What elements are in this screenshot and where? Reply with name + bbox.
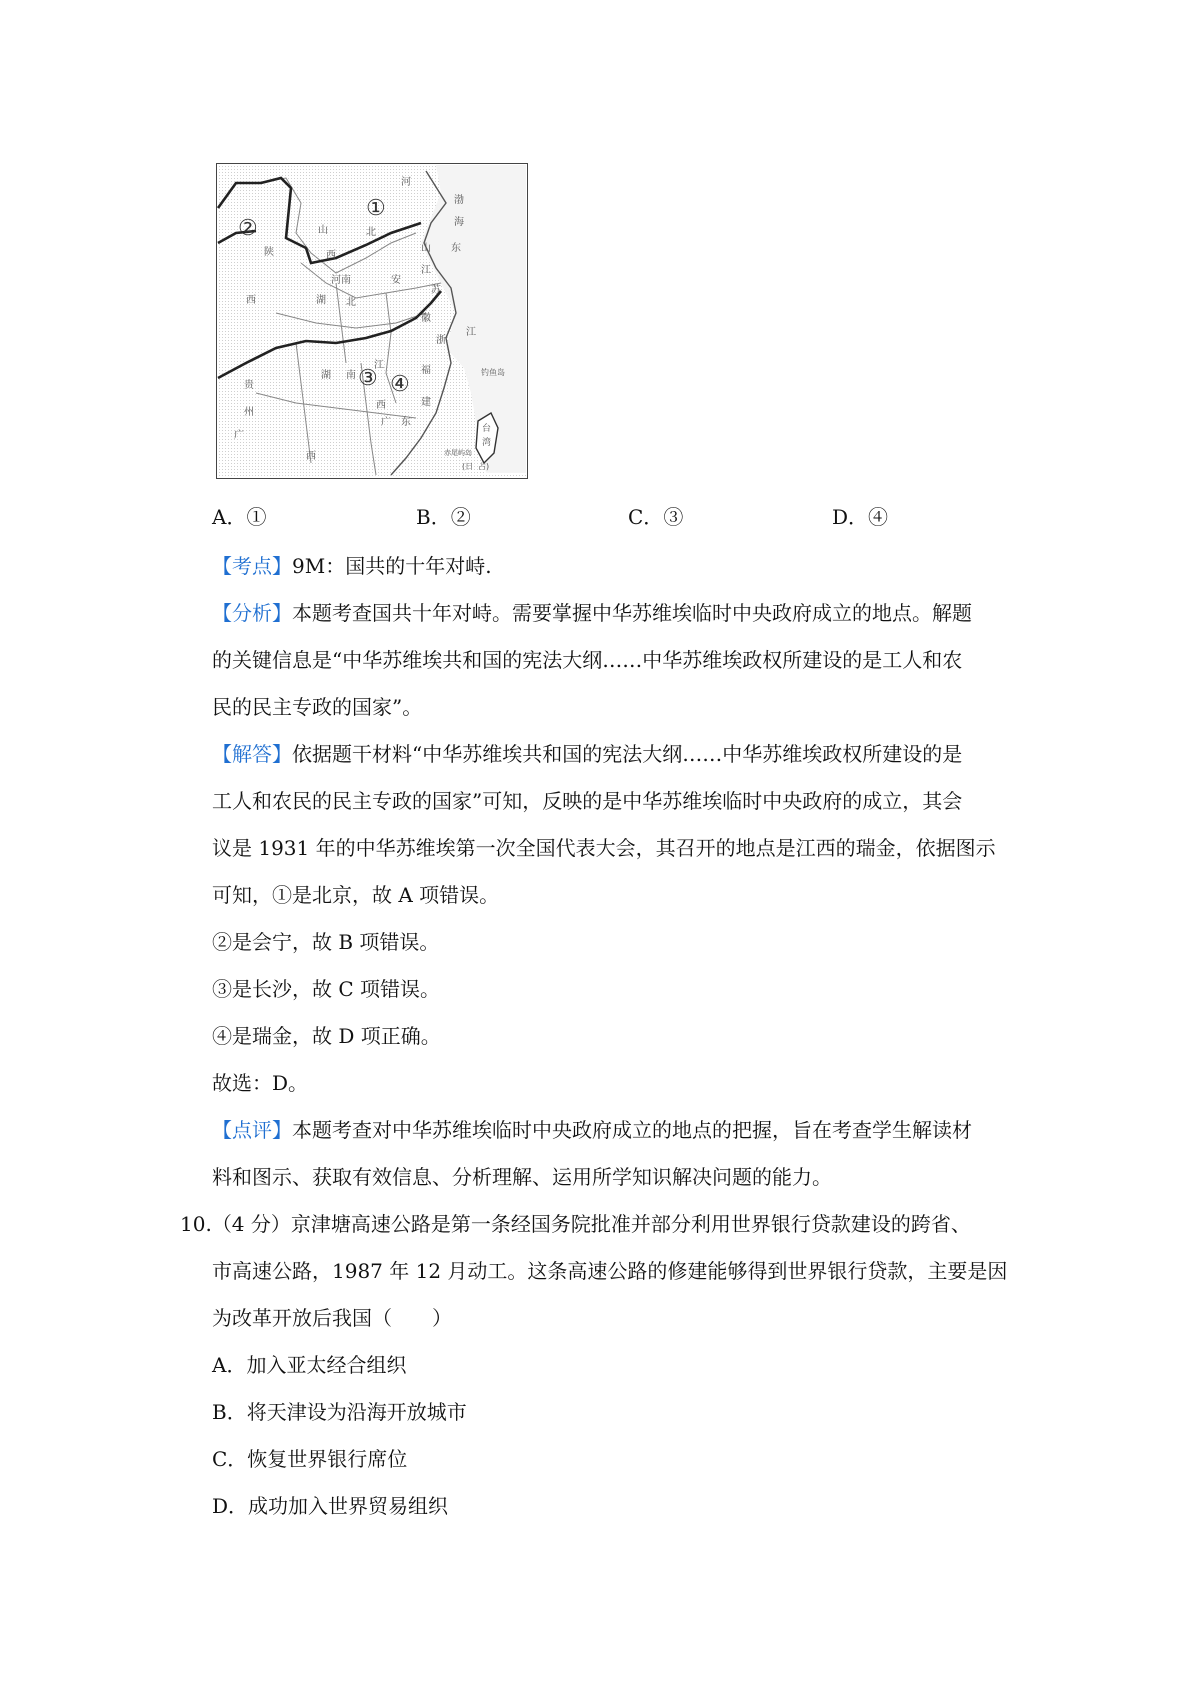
map-label: 钓鱼岛 (481, 368, 505, 377)
fenxi-text: 本题考查国共十年对峙。需要掌握中华苏维埃临时中央政府成立的地点。解题 (292, 601, 972, 625)
option-letter: D． (832, 505, 869, 529)
jieda-tag: 【解答】 (212, 742, 292, 766)
q9-option-d (832, 505, 888, 529)
map-label: 湾 (482, 438, 492, 448)
jieda-text: 依据题干材料“中华苏维埃共和国的宪法大纲……中华苏维埃政权所建设的是 (292, 742, 963, 766)
q10-option-a: A．加入亚太经合组织 (212, 1353, 407, 1377)
q10-stem-line-2: 市高速公路，1987 年 12 月动工。这条高速公路的修建能够得到世界银行贷款，主要是因 (212, 1259, 1008, 1283)
kaodian-tag: 【考点】 (212, 554, 292, 578)
dianping-line-1 (212, 1118, 972, 1142)
map-label: 南 (346, 370, 356, 381)
map-label: 赤尾屿岛 (444, 449, 472, 457)
q9-option-c (628, 505, 683, 529)
map-label: 西 (306, 451, 316, 462)
dianping-tag: 【点评】 (212, 1118, 292, 1142)
map-label: 西 (326, 250, 336, 261)
map-label: 东 (451, 243, 461, 254)
map-label: 北 (366, 227, 376, 238)
marker-1-label: ① (366, 196, 386, 221)
marker-2 (238, 216, 258, 241)
option-text: ④ (868, 505, 889, 529)
map-label: 徽 (421, 313, 431, 324)
option-text: ① (246, 505, 267, 529)
jieda-line-7: ④是瑞金，故 D 项正确。 (212, 1024, 441, 1048)
marker-4 (390, 372, 410, 397)
marker-4-label: ④ (390, 372, 410, 397)
map-label: 福 (421, 365, 431, 376)
jieda-line-8: 故选：D。 (212, 1071, 309, 1095)
map-label: 湖 (316, 295, 326, 306)
option-letter: C． (628, 505, 664, 529)
map-label: (日 (462, 462, 474, 471)
marker-1 (366, 196, 386, 221)
q10-first-line (180, 1212, 971, 1236)
map-label: 北 (346, 297, 356, 308)
map-figure (216, 163, 528, 479)
marker-2-label: ② (238, 216, 258, 241)
map-label: 山 (421, 243, 431, 254)
map-label: 浙 (436, 335, 446, 346)
question-number: 10. (180, 1212, 212, 1236)
map-label: 河 (401, 177, 411, 188)
map-label: 台 (482, 424, 492, 434)
q9-option-b (416, 505, 471, 529)
map-label: 苏 (431, 285, 441, 296)
option-letter: A． (212, 505, 247, 529)
map-label: 建 (421, 397, 431, 408)
map-label: 安 (391, 275, 401, 286)
china-map-image (216, 163, 528, 479)
map-label: 江 (421, 265, 431, 276)
map-label: 贵 (244, 380, 254, 391)
map-label: 广 (381, 417, 391, 428)
jieda-line-4: 可知，①是北京，故 A 项错误。 (212, 883, 500, 907)
q10-stem-line-3: 为改革开放后我国（ ） (212, 1306, 452, 1330)
kaodian-text: 9M：国共的十年对峙. (292, 554, 492, 578)
q10-option-c: C．恢复世界银行席位 (212, 1447, 408, 1471)
option-text: ③ (663, 505, 684, 529)
option-letter: B． (416, 505, 451, 529)
map-label: 陕 (264, 247, 274, 258)
map-label: 西 (376, 400, 386, 411)
q9-option-a (212, 505, 266, 529)
jieda-line-2: 工人和农民的民主专政的国家”可知，反映的是中华苏维埃临时中央政府的成立，其会 (212, 789, 963, 813)
map-label: 江 (374, 360, 384, 371)
kaodian-line (212, 554, 492, 578)
jieda-line-6: ③是长沙，故 C 项错误。 (212, 977, 441, 1001)
map-label: 东 (401, 417, 411, 428)
q10-option-d: D．成功加入世界贸易组织 (212, 1494, 449, 1518)
option-text: ② (450, 505, 471, 529)
dianping-text: 本题考查对中华苏维埃临时中央政府成立的地点的把握，旨在考查学生解读材 (292, 1118, 972, 1142)
marker-3-label: ③ (358, 366, 378, 391)
jieda-line-1 (212, 742, 962, 766)
map-label: 湖 (321, 370, 331, 381)
dianping-line-2: 料和图示、获取有效信息、分析理解、运用所学知识解决问题的能力。 (212, 1165, 832, 1189)
fenxi-tag: 【分析】 (212, 601, 292, 625)
map-label: 山 (318, 225, 328, 236)
map-label: 西 (246, 295, 256, 306)
jieda-line-5: ②是会宁，故 B 项错误。 (212, 930, 440, 954)
map-label: 海 (454, 217, 464, 228)
map-label: 河南 (331, 275, 351, 286)
map-label: 广 (234, 430, 244, 441)
fenxi-line-1 (212, 601, 972, 625)
fenxi-line-3: 民的民主专政的国家”。 (212, 695, 423, 719)
fenxi-line-2: 的关键信息是“中华苏维埃共和国的宪法大纲……中华苏维埃政权所建设的是工人和农 (212, 648, 963, 672)
map-label: 江 (466, 327, 476, 338)
q10-option-b: B．将天津设为沿海开放城市 (212, 1400, 467, 1424)
map-label: 渤 (454, 195, 464, 206)
map-label: 州 (244, 407, 254, 418)
q10-stem-text: （4 分）京津塘高速公路是第一条经国务院批准并部分利用世界银行贷款建设的跨省、 (211, 1212, 971, 1236)
map-label: 占) (478, 462, 490, 471)
jieda-line-3: 议是 1931 年的中华苏维埃第一次全国代表大会，其召开的地点是江西的瑞金，依据图示 (212, 836, 996, 860)
